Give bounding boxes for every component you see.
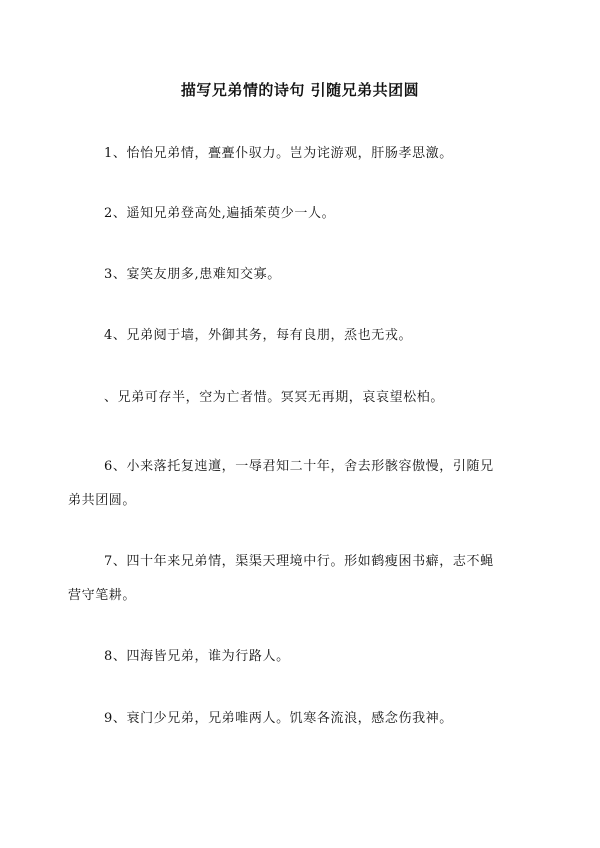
poem-line-7 bbox=[68, 545, 506, 613]
poem-text-continued: 营守笔耕。 bbox=[68, 588, 137, 603]
poem-text: 2、遥知兄弟登高处,遍插茱萸少一人。 bbox=[104, 206, 336, 221]
poem-line-4 bbox=[86, 319, 506, 353]
poem-text-continued: 弟共团圆。 bbox=[68, 493, 137, 508]
poem-text: 9、衰门少兄弟，兄弟唯两人。饥寒各流浪，感念伤我神。 bbox=[104, 711, 453, 726]
poem-line-8 bbox=[86, 640, 506, 674]
document-title: 描写兄弟情的诗句 引随兄弟共团圆 bbox=[180, 81, 420, 99]
poem-line-1 bbox=[86, 137, 506, 171]
poem-text: 8、四海皆兄弟，谁为行路人。 bbox=[104, 649, 290, 664]
poem-text: 4、兄弟阋于墙，外御其务，每有良朋，烝也无戎。 bbox=[104, 328, 413, 343]
poem-line-2 bbox=[86, 197, 506, 231]
poem-text: 、兄弟可存半，空为亡者惜。冥冥无再期，哀哀望松柏。 bbox=[104, 390, 445, 405]
poem-text: 1、怡怡兄弟情，亹亹仆驭力。岂为诧游观，肝肠孝思激。 bbox=[104, 146, 453, 161]
poem-line-5 bbox=[86, 381, 506, 415]
poem-text: 7、四十年来兄弟情，渠渠天理境中行。形如鹤瘦困书癖，志不蝇 bbox=[104, 554, 494, 569]
poem-line-3 bbox=[86, 258, 506, 292]
poem-text: 3、宴笑友朋多,患难知交寡。 bbox=[104, 267, 281, 282]
poem-line-9 bbox=[86, 702, 506, 736]
poem-line-6 bbox=[68, 450, 506, 518]
poem-text: 6、小来落托复迍邅，一辱君知二十年，舍去形骸容傲慢，引随兄 bbox=[104, 459, 494, 474]
